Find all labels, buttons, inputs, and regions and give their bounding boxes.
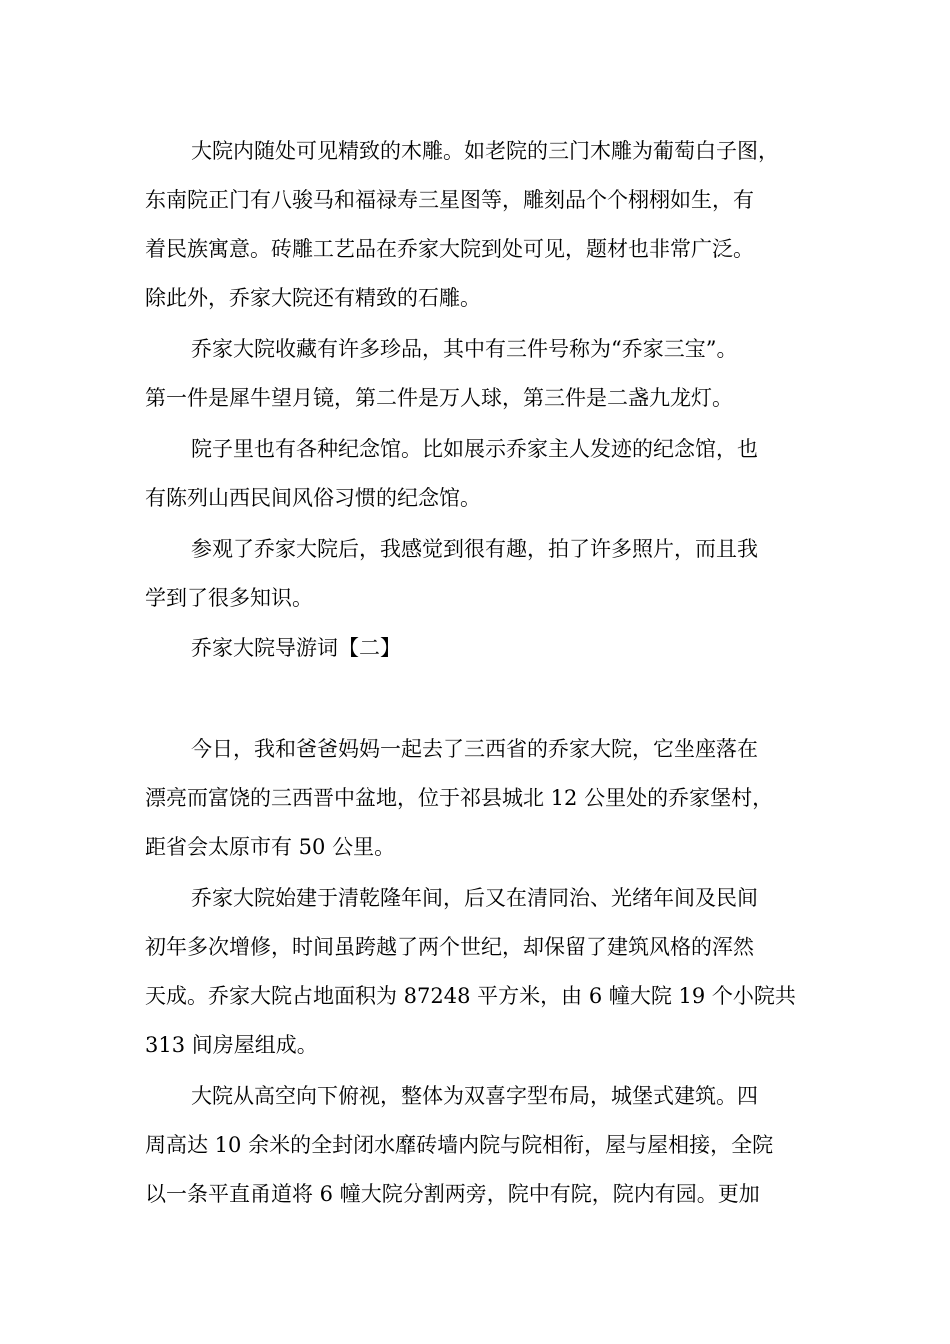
text-line: 今日，我和爸爸妈妈一起去了三西省的乔家大院，它坐座落在 xyxy=(191,737,758,761)
text-line: 着民族寓意。砖雕工艺品在乔家大院到处可见，题材也非常广泛。 xyxy=(145,237,754,261)
section-heading: 乔家大院导游词【二】 xyxy=(191,636,401,660)
text-line: 距省会太原市有 50 公里。 xyxy=(145,835,396,859)
text-line: 有陈列山西民间风俗习惯的纪念馆。 xyxy=(145,486,481,510)
text-line: 以一条平直甬道将 6 幢大院分割两旁，院中有院，院内有园。更加 xyxy=(145,1182,760,1206)
text-line: 乔家大院收藏有许多珍品，其中有三件号称为“乔家三宝”。 xyxy=(191,337,738,361)
text-line: 除此外，乔家大院还有精致的石雕。 xyxy=(145,286,481,310)
text-line: 乔家大院始建于清乾隆年间，后又在清同治、光绪年间及民间 xyxy=(191,886,758,910)
text-line: 天成。乔家大院占地面积为 87248 平方米，由 6 幢大院 19 个小院共 xyxy=(145,984,796,1008)
text-line: 参观了乔家大院后，我感觉到很有趣，拍了许多照片，而且我 xyxy=(191,537,758,561)
text-line: 学到了很多知识。 xyxy=(145,586,313,610)
text-line: 初年多次增修，时间虽跨越了两个世纪，却保留了建筑风格的浑然 xyxy=(145,935,754,959)
text-line: 313 间房屋组成。 xyxy=(145,1033,318,1057)
text-line: 院子里也有各种纪念馆。比如展示乔家主人发迹的纪念馆，也 xyxy=(191,437,758,461)
text-line: 漂亮而富饶的三西晋中盆地，位于祁县城北 12 公里处的乔家堡村， xyxy=(145,786,774,810)
text-line: 第一件是犀牛望月镜，第二件是万人球，第三件是二盏九龙灯。 xyxy=(145,386,733,410)
text-line: 东南院正门有八骏马和福禄寿三星图等，雕刻品个个栩栩如生，有 xyxy=(145,188,754,212)
text-line: 周高达 10 余米的全封闭水靡砖墙内院与院相衔，屋与屋相接，全院 xyxy=(145,1133,774,1157)
text-line: 大院内随处可见精致的木雕。如老院的三门木雕为葡萄白子图， xyxy=(191,139,779,163)
text-line: 大院从高空向下俯视，整体为双喜字型布局，城堡式建筑。四 xyxy=(191,1084,758,1108)
